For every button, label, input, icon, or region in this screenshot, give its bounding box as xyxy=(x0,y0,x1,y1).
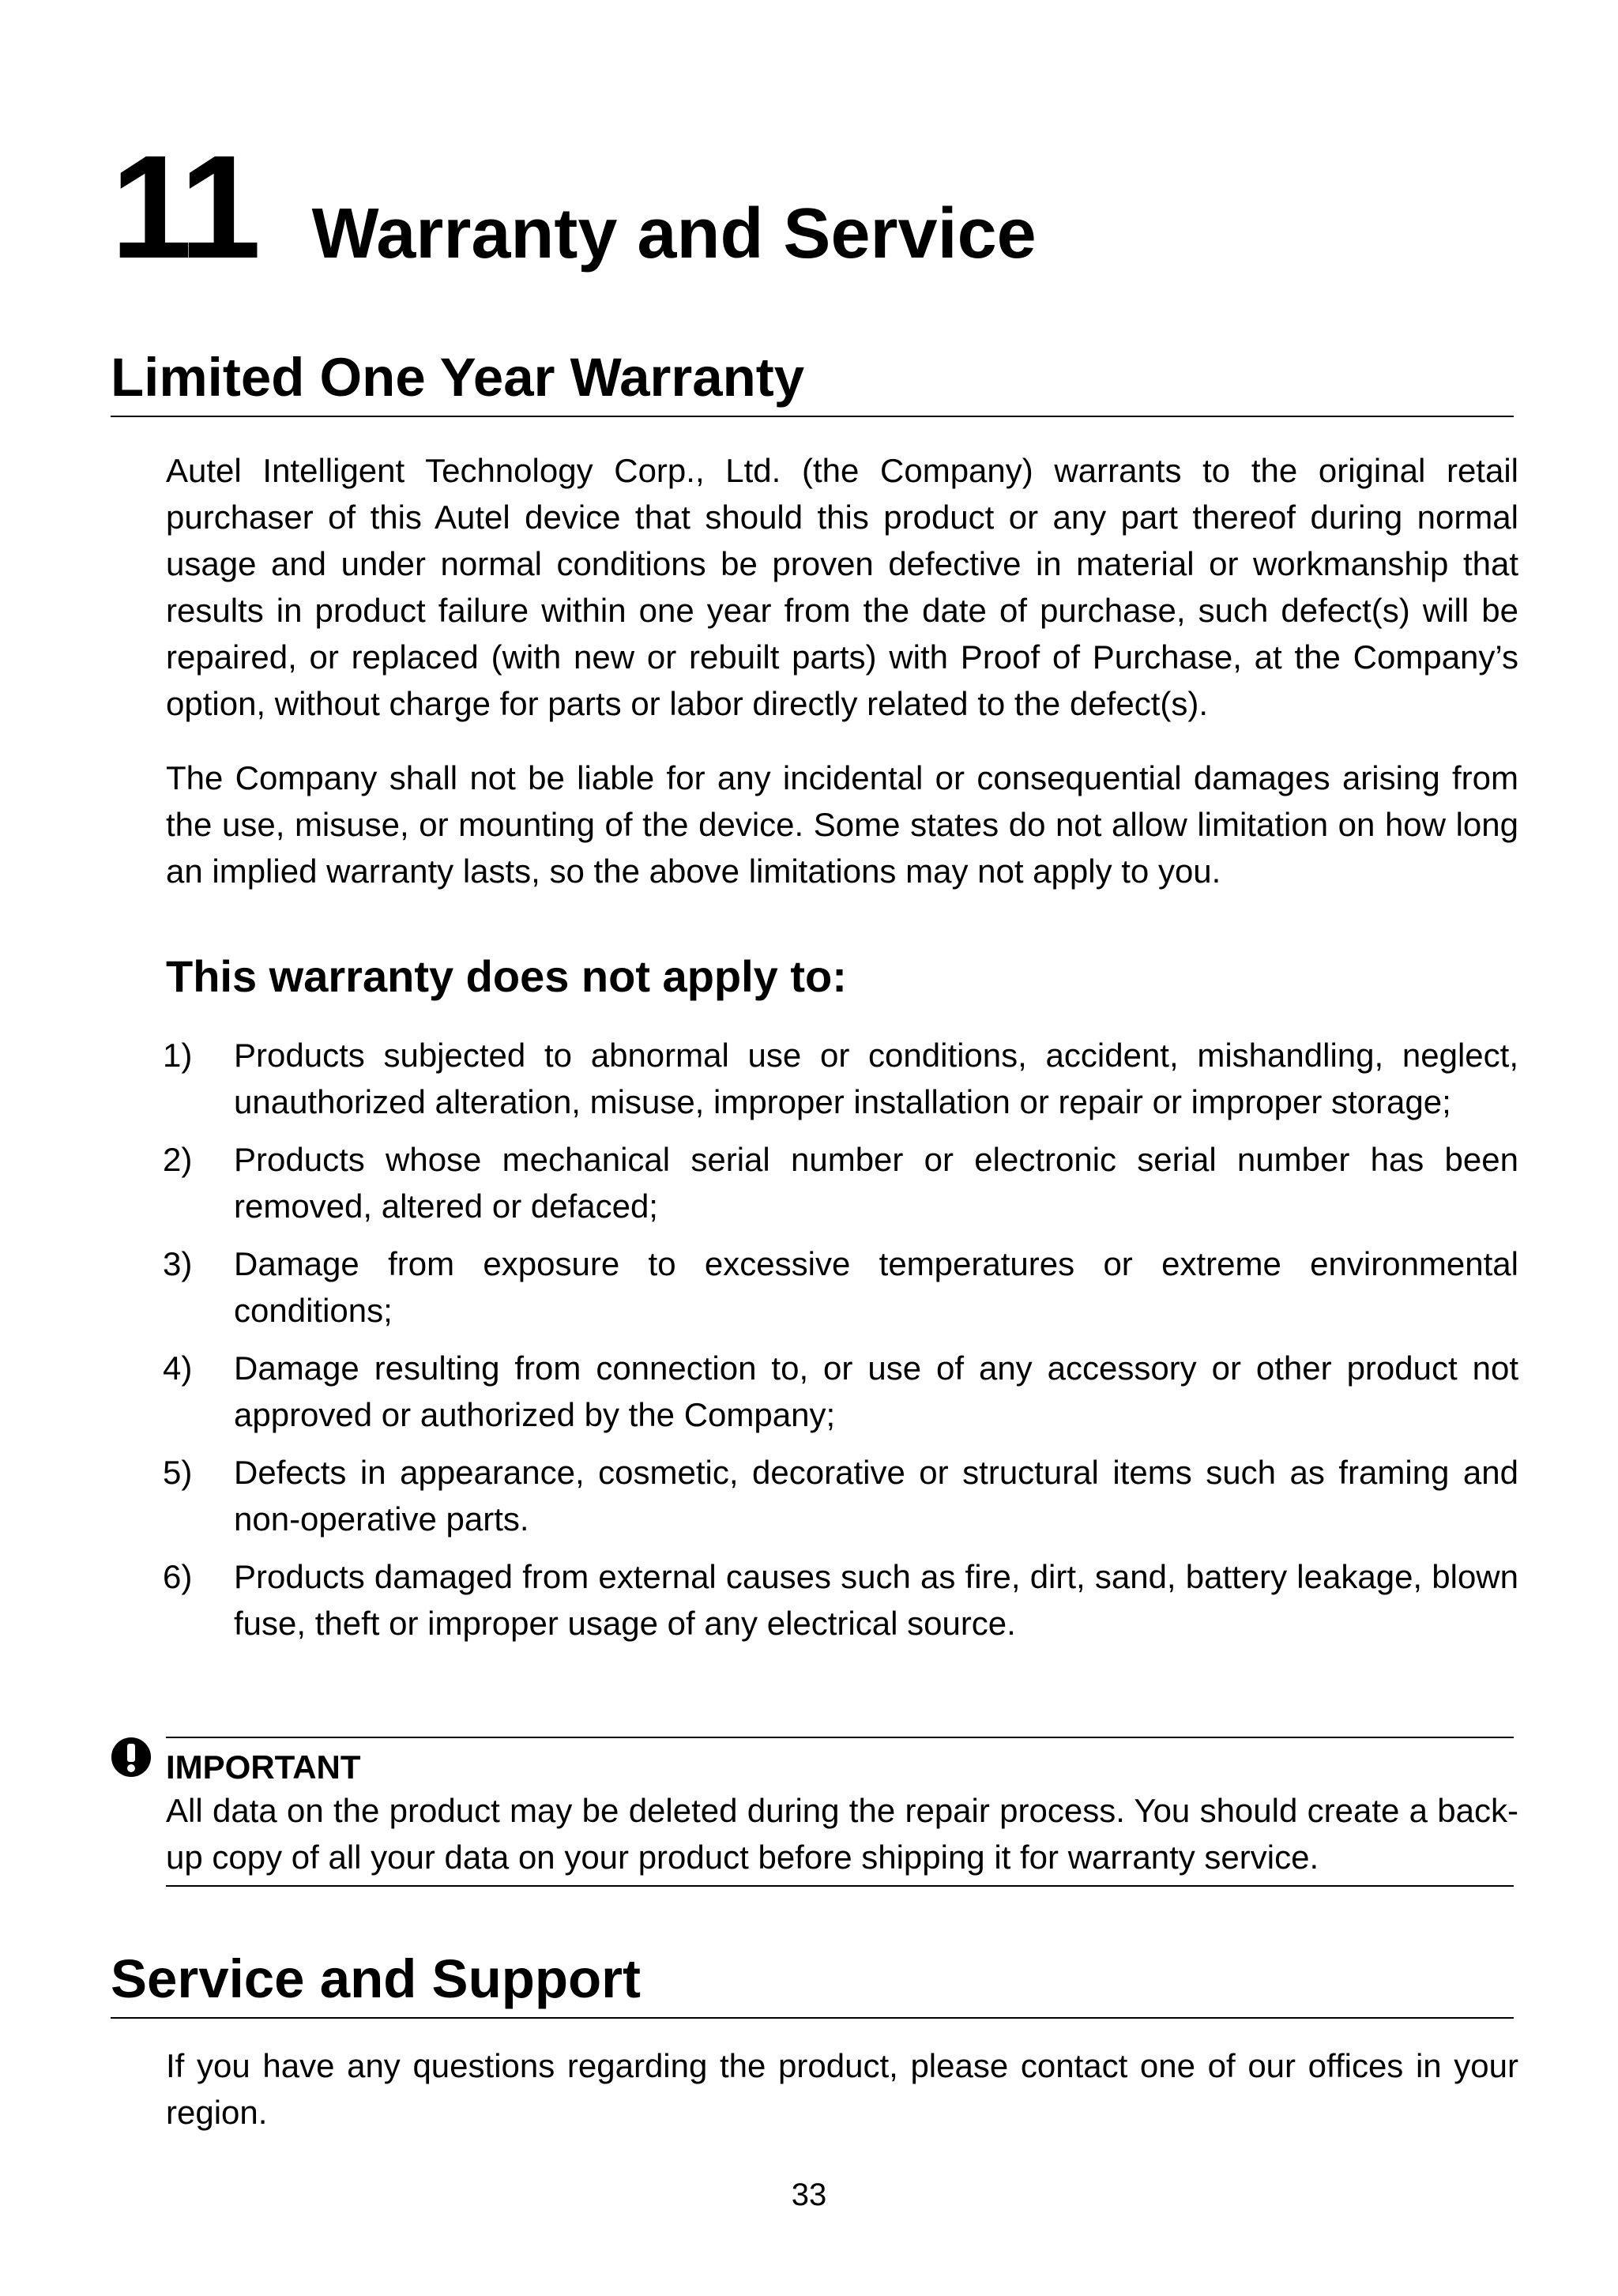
list-item xyxy=(163,1032,1518,1125)
list-item-text: Products whose mechanical serial number or electronic serial number has been removed, altered or defaced; xyxy=(234,1141,1518,1225)
exclusions-heading: This warranty does not apply to: xyxy=(166,951,847,1001)
list-item-number: 2) xyxy=(163,1141,193,1178)
warranty-paragraph-1: Autel Intelligent Technology Corp., Ltd. (the Company) warrants to the original retail purchaser of this Autel device that should this product or any part thereof during normal usage and under normal conditions be proven defective in material or workmanship that results in product failure within one year from the date of purchase, such defect(s) will be repaired, or replaced (with new or rebuilt parts) with Proof of Purchase, at the Company’s option, without charge for parts or labor directly related to the defect(s). xyxy=(166,452,1518,722)
list-item-number: 6) xyxy=(163,1558,193,1595)
chapter-title: Warranty and Service xyxy=(311,194,1037,273)
important-text: All data on the product may be deleted during the repair process. You should create a back-up copy of all your data on your product before shipping it for warranty service. xyxy=(166,1792,1518,1876)
list-item-number: 3) xyxy=(163,1245,193,1282)
list-item xyxy=(163,1553,1518,1647)
important-top-rule xyxy=(166,1737,1514,1738)
page-number: 33 xyxy=(791,2177,827,2212)
warranty-paragraph-2: The Company shall not be liable for any incidental or consequential damages arising from the use, misuse, or mounting of the device. Some states do not allow limitation on how long an implied warranty lasts, so the above limitations may not apply to you. xyxy=(166,759,1518,890)
important-bottom-rule xyxy=(166,1885,1514,1887)
exclamation-circle-icon xyxy=(111,1737,152,1778)
list-item xyxy=(163,1449,1518,1542)
exclusions-list xyxy=(163,1032,1518,1658)
list-item-text: Defects in appearance, cosmetic, decorative or structural items such as framing and non-operative parts. xyxy=(234,1454,1518,1538)
list-item-text: Products subjected to abnormal use or conditions, accident, mishandling, neglect, unauthorized alteration, misuse, improper installation or repair or improper storage; xyxy=(234,1037,1518,1120)
chapter-heading xyxy=(111,126,1037,289)
chapter-number: 11 xyxy=(111,126,257,289)
list-item-number: 1) xyxy=(163,1037,193,1074)
list-item xyxy=(163,1240,1518,1334)
important-label: IMPORTANT xyxy=(166,1748,361,1786)
list-item-text: Products damaged from external causes such as fire, dirt, sand, battery leakage, blown fuse, theft or improper usage of any electrical source. xyxy=(234,1558,1518,1642)
list-item-number: 5) xyxy=(163,1454,193,1491)
important-note xyxy=(111,1737,1518,1887)
list-item xyxy=(163,1136,1518,1229)
list-item-text: Damage resulting from connection to, or use of any accessory or other product not approved or authorized by the Company; xyxy=(234,1349,1518,1433)
service-paragraph: If you have any questions regarding the product, please contact one of our offices in your region. xyxy=(166,2047,1518,2131)
list-item xyxy=(163,1345,1518,1438)
section-heading-service: Service and Support xyxy=(111,1952,1514,2019)
section-heading-warranty: Limited One Year Warranty xyxy=(111,350,1514,417)
list-item-number: 4) xyxy=(163,1349,193,1387)
list-item-text: Damage from exposure to excessive temperatures or extreme environmental conditions; xyxy=(234,1245,1518,1329)
